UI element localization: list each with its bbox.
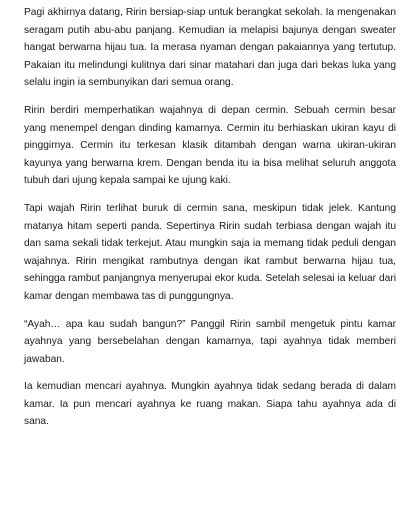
paragraph-5: Ia kemudian mencari ayahnya. Mungkin ayahnya tidak sedang berada di dalam kamar. Ia pun mencari ayahnya ke ruang makan. Siapa tahu ayahnya ada di sana. bbox=[24, 381, 396, 428]
paragraph-2: Ririn berdiri memperhatikan wajahnya di depan cermin. Sebuah cermin besar yang menempel dengan dinding kamarnya. Cermin itu berhiaskan ukiran kayu di pinggirnya. Cermin itu terkesan klasik ditambah dengan warna ukiran-ukiran kayunya yang berwarna krem. Dengan benda itu ia bisa melihat seluruh anggota tubuh dari ujung kepala sampai ke ujung kaki. bbox=[24, 104, 396, 187]
paragraph-1: Pagi akhirnya datang, Ririn bersiap-siap untuk berangkat sekolah. Ia mengenakan seragam putih abu-abu panjang. Kemudian ia melapisi bajunya dengan sweater hangat berwarna hijau tua. Ia merasa nyaman dengan pakaiannya yang tertutup. Pakaian itu melindungi kulitnya dari sinar matahari dan juga dari bekas luka yang selalu ingin ia sembunyikan dari semua orang. bbox=[24, 7, 396, 89]
paragraph-3: Tapi wajah Ririn terlihat buruk di cermin sana, meskipun tidak jelek. Kantung matanya hitam seperti panda. Sepertinya Ririn sudah terbiasa dengan wajah itu dan sama sekali tidak terkejut. Atau mungkin saja ia memang tidak peduli dengan wajahnya. Ririn mengikat rambutnya dengan ikat rambut berwarna hijau tua, sehingga rambut panjangnya menyerupai ekor kuda. Setelah selesai ia keluar dari kamar dengan membawa tas di punggungnya. bbox=[24, 202, 396, 302]
paragraph-4: “Ayah… apa kau sudah bangun?” Panggil Ririn sambil mengetuk pintu kamar ayahnya yang bersebelahan dengan kamarnya, tapi ayahnya tidak memberi jawaban. bbox=[24, 318, 396, 365]
